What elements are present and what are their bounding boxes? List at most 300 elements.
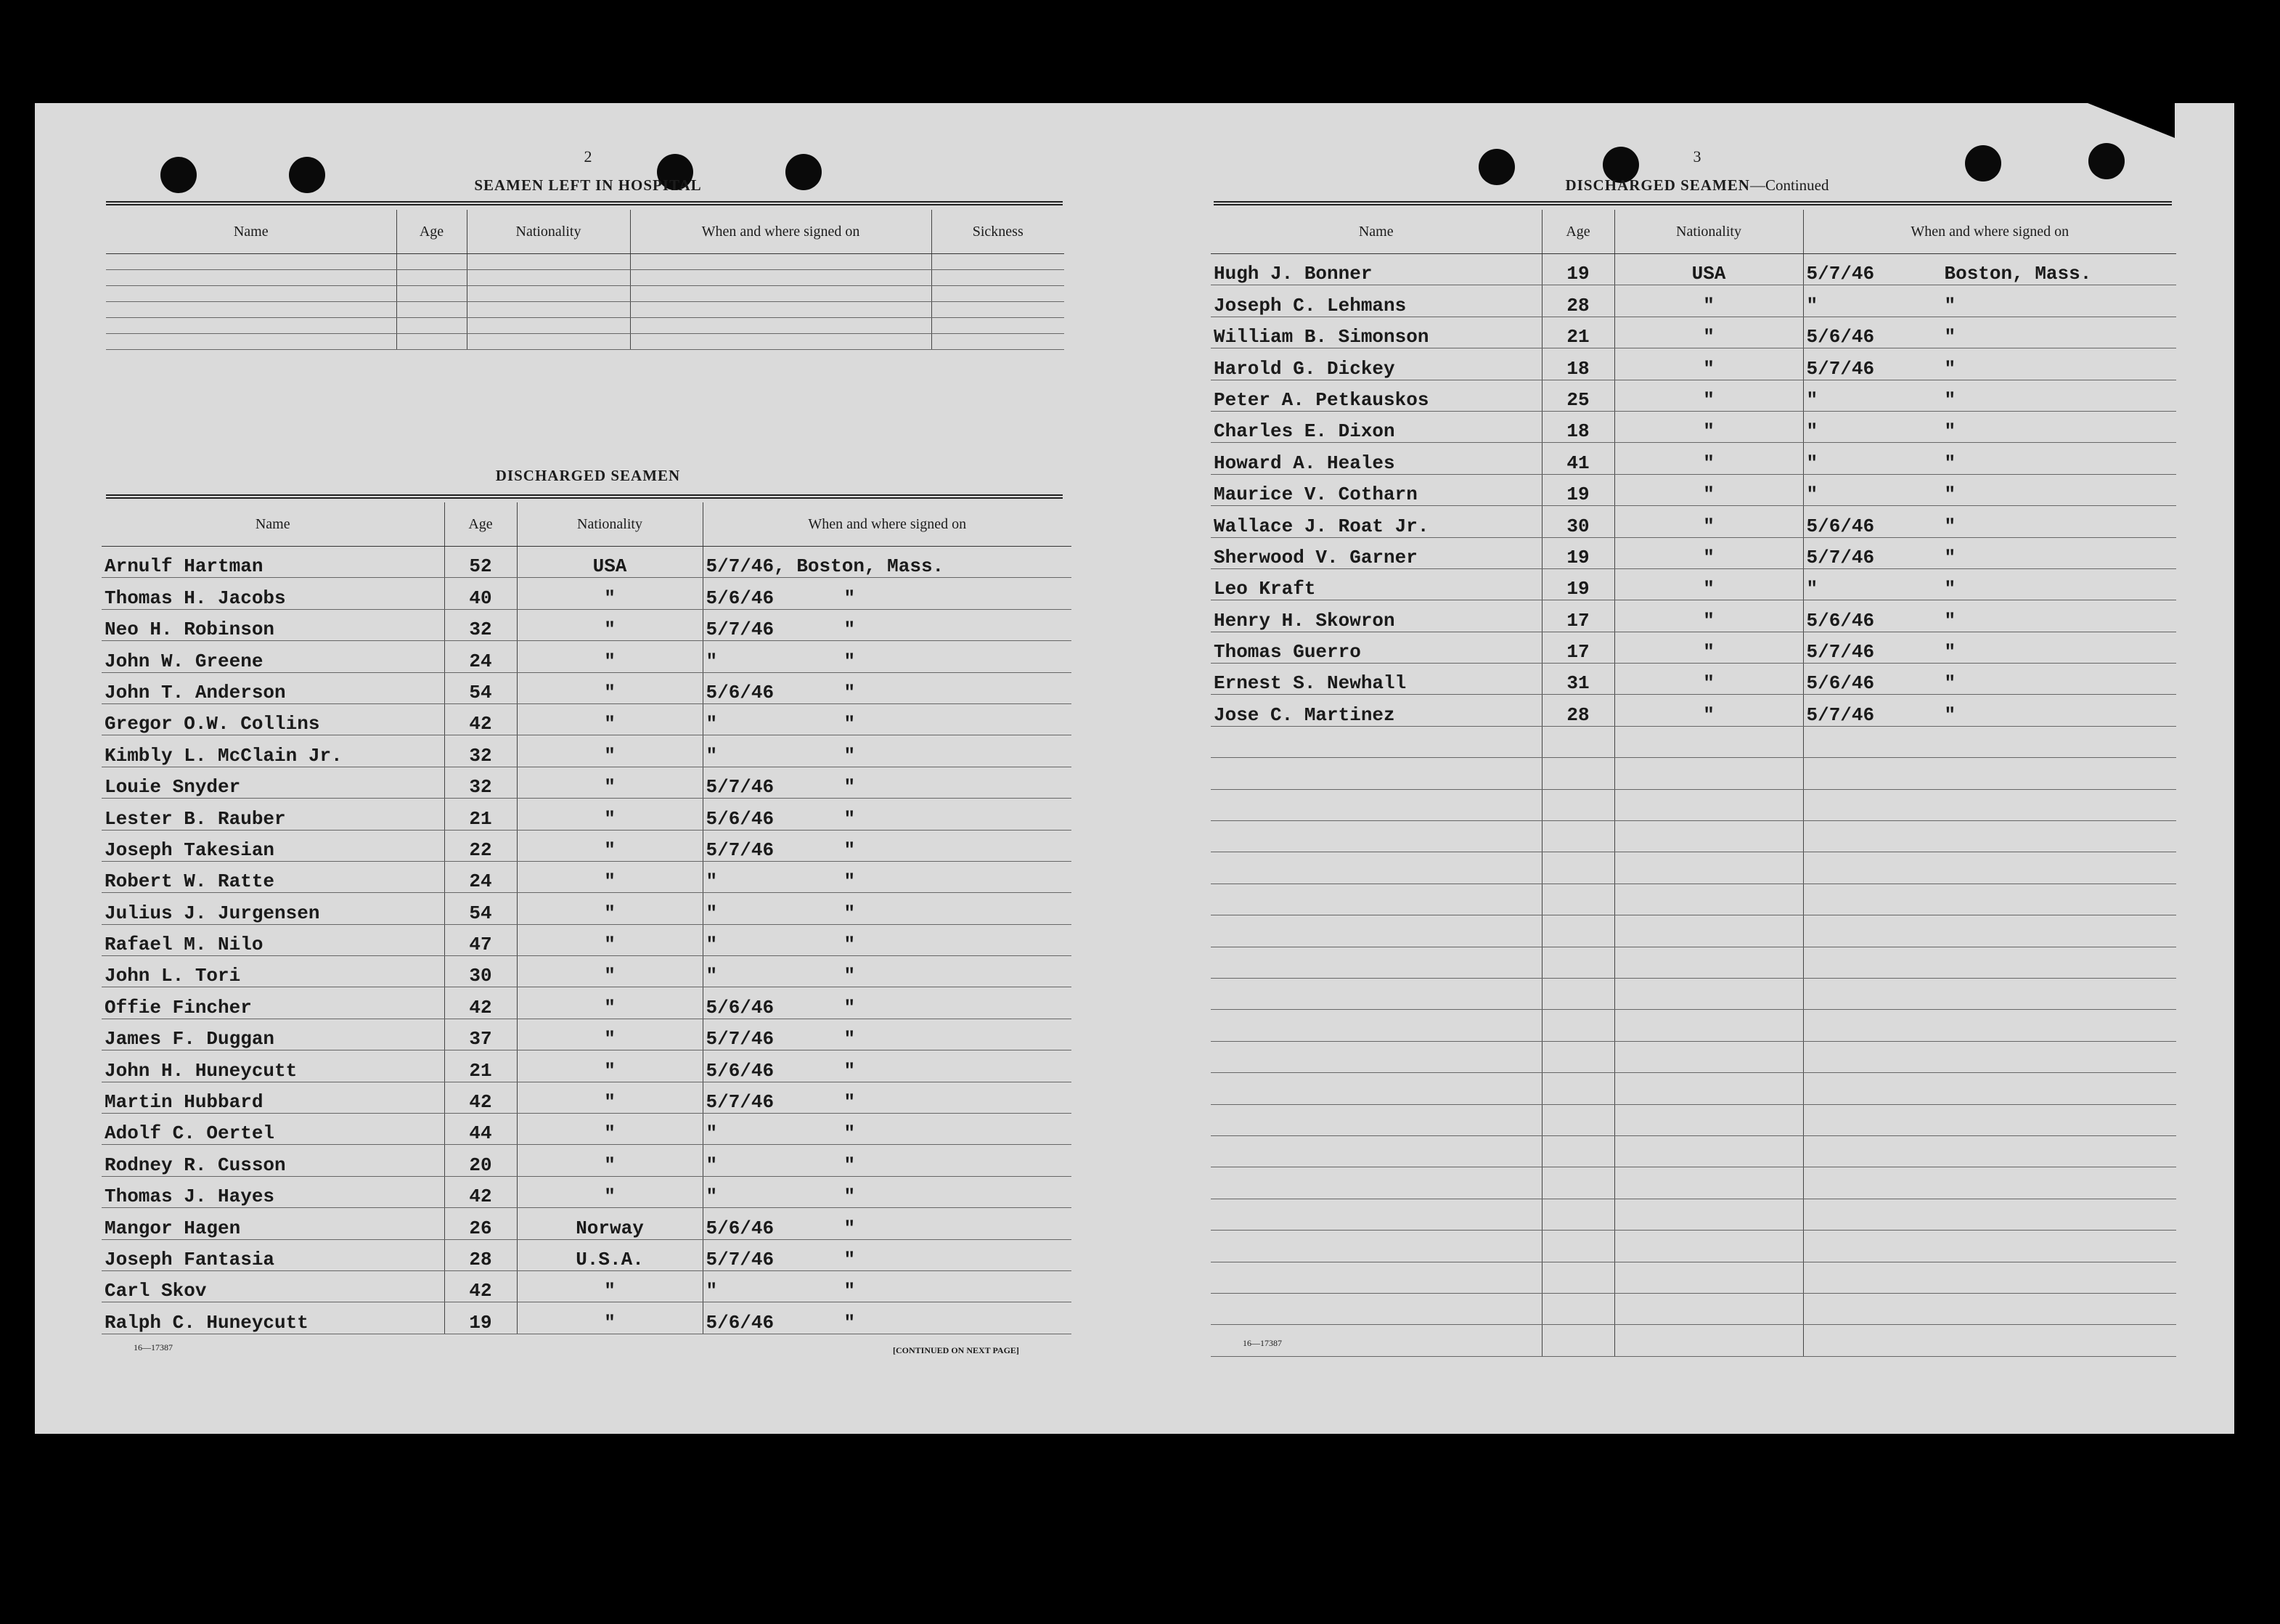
seaman-name-cell: Harold G. Dickey	[1211, 348, 1542, 380]
empty-cell	[1803, 1325, 2176, 1356]
seaman-name-cell: Howard A. Heales	[1211, 443, 1542, 474]
age-cell: 41	[1542, 443, 1614, 474]
col-header-name: Name	[102, 502, 444, 547]
seaman-name-cell: Jose C. Martinez	[1211, 695, 1542, 726]
signed-place: "	[1944, 515, 1956, 537]
seaman-name-cell: Neo H. Robinson	[102, 609, 444, 640]
signed-place: "	[1944, 641, 1956, 664]
empty-cell	[1614, 852, 1803, 884]
table-row	[102, 1019, 1071, 1050]
signed-date: 5/6/46	[1806, 326, 1875, 348]
empty-cell	[630, 302, 931, 318]
nationality-cell: "	[1614, 600, 1803, 632]
signed-place: "	[1944, 578, 1956, 600]
age-cell: 32	[444, 735, 517, 767]
signed-place: "	[843, 870, 856, 893]
seaman-name-cell: Joseph C. Lehmans	[1211, 285, 1542, 317]
empty-cell	[1614, 1262, 1803, 1293]
col-header-signed-on: When and where signed on	[703, 502, 1071, 547]
nationality-cell: "	[517, 609, 703, 640]
table-row	[106, 286, 1064, 302]
table-row	[102, 735, 1071, 767]
empty-cell	[396, 286, 467, 302]
empty-cell	[396, 254, 467, 270]
signed-date: 5/7/46	[706, 619, 775, 641]
signed-date: "	[706, 744, 718, 767]
signed-on-cell	[703, 767, 1071, 798]
seaman-name-cell: Peter A. Petkauskos	[1211, 380, 1542, 411]
empty-cell	[1614, 1073, 1803, 1104]
age-cell: 42	[444, 703, 517, 735]
signed-date: "	[706, 1122, 718, 1145]
empty-cell	[1803, 1167, 2176, 1199]
nationality-cell: "	[517, 578, 703, 609]
col-header-sickness: Sickness	[931, 210, 1064, 254]
signed-place: "	[843, 650, 856, 672]
table-row	[1211, 821, 2176, 852]
col-header-age: Age	[1542, 210, 1614, 254]
nationality-cell: USA	[517, 547, 703, 578]
empty-cell	[1803, 1010, 2176, 1041]
signed-place: "	[1944, 452, 1956, 474]
empty-cell	[1614, 1167, 1803, 1199]
empty-cell	[1614, 726, 1803, 757]
col-header-age: Age	[444, 502, 517, 547]
empty-cell	[1614, 1325, 1803, 1356]
seaman-name-cell: Thomas H. Jacobs	[102, 578, 444, 609]
signed-on-cell	[703, 799, 1071, 830]
age-cell: 25	[1542, 380, 1614, 411]
nationality-cell: "	[1614, 285, 1803, 317]
nationality-cell: "	[517, 1302, 703, 1334]
nationality-cell: "	[1614, 380, 1803, 411]
signed-on-cell	[703, 1302, 1071, 1334]
discharged-continued-table	[1211, 210, 2176, 1357]
signed-place: "	[843, 1248, 856, 1270]
empty-cell	[1803, 726, 2176, 757]
empty-cell	[106, 254, 396, 270]
empty-cell	[1211, 1135, 1542, 1167]
empty-cell	[1211, 978, 1542, 1009]
table-row	[102, 1145, 1071, 1176]
nationality-cell: "	[517, 1050, 703, 1082]
empty-cell	[1803, 915, 2176, 947]
empty-cell	[931, 334, 1064, 350]
empty-cell	[396, 302, 467, 318]
signed-place: "	[843, 902, 856, 924]
seaman-name-cell: Martin Hubbard	[102, 1082, 444, 1113]
empty-cell	[1803, 947, 2176, 978]
age-cell: 30	[444, 956, 517, 987]
empty-cell	[1211, 821, 1542, 852]
signed-on-cell	[703, 830, 1071, 861]
nationality-cell: "	[517, 703, 703, 735]
signed-on-cell	[1803, 695, 2176, 726]
age-cell: 19	[1542, 474, 1614, 505]
seaman-name-cell: Adolf C. Oertel	[102, 1114, 444, 1145]
signed-date: "	[1806, 420, 1818, 443]
signed-place: "	[843, 996, 856, 1019]
empty-cell	[1803, 1041, 2176, 1072]
signed-place: "	[1944, 294, 1956, 317]
signed-place: "	[1944, 483, 1956, 506]
signed-on-cell	[1803, 664, 2176, 695]
empty-cell	[106, 270, 396, 286]
signed-place: "	[843, 681, 856, 703]
empty-cell	[1614, 758, 1803, 789]
age-cell: 47	[444, 924, 517, 955]
table-row	[102, 1050, 1071, 1082]
table-row	[1211, 1231, 2176, 1262]
empty-cell	[1803, 1104, 2176, 1135]
signed-on-cell	[1803, 474, 2176, 505]
nationality-cell: "	[517, 735, 703, 767]
signed-date: "	[706, 650, 718, 672]
signed-date: 5/6/46	[706, 807, 775, 830]
signed-on-cell	[703, 1239, 1071, 1270]
age-cell: 21	[1542, 317, 1614, 348]
seaman-name-cell: John H. Huneycutt	[102, 1050, 444, 1082]
signed-place: "	[843, 1186, 856, 1208]
table-row	[102, 830, 1071, 861]
signed-place: "	[1944, 609, 1956, 632]
empty-cell	[1211, 1293, 1542, 1324]
table-row	[106, 254, 1064, 270]
empty-cell	[1542, 726, 1614, 757]
signed-on-cell	[703, 1050, 1071, 1082]
signed-on-cell	[703, 956, 1071, 987]
col-header-nationality: Nationality	[517, 502, 703, 547]
signed-date: "	[706, 1186, 718, 1208]
table-row	[102, 641, 1071, 672]
empty-cell	[1211, 1199, 1542, 1230]
seaman-name-cell: Gregor O.W. Collins	[102, 703, 444, 735]
empty-cell	[1614, 1041, 1803, 1072]
age-cell: 18	[1542, 348, 1614, 380]
empty-cell	[1614, 1135, 1803, 1167]
age-cell: 24	[444, 861, 517, 892]
signed-on-cell	[703, 703, 1071, 735]
age-cell: 19	[1542, 537, 1614, 568]
discharged-table	[102, 502, 1071, 1334]
signed-on-cell	[1803, 380, 2176, 411]
signed-on-cell	[703, 1082, 1071, 1113]
table-row	[1211, 726, 2176, 757]
empty-cell	[1542, 1041, 1614, 1072]
empty-cell	[1803, 821, 2176, 852]
table-row	[1211, 852, 2176, 884]
signed-place: "	[843, 1028, 856, 1050]
col-header-signed-on: When and where signed on	[1803, 210, 2176, 254]
signed-place: "	[843, 776, 856, 799]
table-row	[1211, 1293, 2176, 1324]
empty-cell	[1211, 789, 1542, 820]
section-title	[1211, 176, 2183, 195]
table-row	[102, 1239, 1071, 1270]
empty-cell	[467, 302, 630, 318]
signed-date: "	[706, 1154, 718, 1176]
signed-date: "	[706, 713, 718, 735]
nationality-cell: "	[517, 799, 703, 830]
table-row	[102, 547, 1071, 578]
continued-note: [CONTINUED ON NEXT PAGE]	[893, 1345, 1019, 1355]
table-row	[1211, 411, 2176, 442]
signed-place: "	[843, 934, 856, 956]
table-row	[106, 270, 1064, 286]
table-row	[102, 799, 1071, 830]
empty-cell	[1542, 978, 1614, 1009]
table-row	[102, 1176, 1071, 1207]
empty-cell	[106, 286, 396, 302]
signed-on-cell	[1803, 600, 2176, 632]
table-row	[1211, 506, 2176, 537]
empty-cell	[1211, 1231, 1542, 1262]
empty-cell	[630, 254, 931, 270]
empty-cell	[1542, 789, 1614, 820]
seaman-name-cell: Arnulf Hartman	[102, 547, 444, 578]
signed-date: 5/6/46	[1806, 672, 1875, 695]
table-row	[102, 609, 1071, 640]
signed-place: "	[1944, 420, 1956, 443]
hospital-table	[106, 210, 1064, 350]
seaman-name-cell: Carl Skov	[102, 1270, 444, 1302]
age-cell: 28	[1542, 695, 1614, 726]
nationality-cell: "	[517, 1145, 703, 1176]
col-header-signed-on: When and where signed on	[630, 210, 931, 254]
empty-cell	[1803, 1135, 2176, 1167]
nationality-cell: "	[1614, 664, 1803, 695]
empty-cell	[1542, 1135, 1614, 1167]
seaman-name-cell: Sherwood V. Garner	[1211, 537, 1542, 568]
seaman-name-cell: Maurice V. Cotharn	[1211, 474, 1542, 505]
table-row	[1211, 915, 2176, 947]
table-row	[106, 318, 1064, 334]
table-row	[1211, 1325, 2176, 1356]
table-row	[102, 703, 1071, 735]
empty-cell	[931, 286, 1064, 302]
nationality-cell: "	[517, 1270, 703, 1302]
empty-cell	[1542, 821, 1614, 852]
signed-place: "	[843, 1059, 856, 1082]
signed-on-cell	[1803, 506, 2176, 537]
age-cell: 24	[444, 641, 517, 672]
table-row	[102, 672, 1071, 703]
signed-on-cell	[703, 609, 1071, 640]
empty-cell	[106, 318, 396, 334]
empty-cell	[630, 270, 931, 286]
empty-cell	[1803, 1293, 2176, 1324]
empty-cell	[1211, 852, 1542, 884]
table-row	[1211, 1104, 2176, 1135]
signed-on-cell	[1803, 348, 2176, 380]
signed-date: 5/6/46	[1806, 515, 1875, 537]
nationality-cell: "	[517, 924, 703, 955]
table-row	[106, 302, 1064, 318]
col-header-nationality: Nationality	[467, 210, 630, 254]
empty-cell	[931, 254, 1064, 270]
age-cell: 28	[1542, 285, 1614, 317]
age-cell: 21	[444, 1050, 517, 1082]
signed-place: "	[843, 1217, 856, 1239]
signed-place: "	[1944, 703, 1956, 726]
seaman-name-cell: Mangor Hagen	[102, 1208, 444, 1239]
empty-cell	[630, 318, 931, 334]
signed-on-cell	[1803, 411, 2176, 442]
table-row	[102, 767, 1071, 798]
empty-cell	[1803, 852, 2176, 884]
signed-date: 5/7/46, Boston, Mass.	[706, 555, 944, 578]
signed-date: 5/6/46	[706, 996, 775, 1019]
signed-place: "	[843, 1091, 856, 1114]
double-rule	[1214, 201, 2172, 205]
form-number: 16—17387	[1243, 1338, 1282, 1348]
signed-on-cell	[703, 1176, 1071, 1207]
signed-date: 5/7/46	[1806, 641, 1875, 664]
table-row	[102, 578, 1071, 609]
signed-on-cell	[1803, 443, 2176, 474]
empty-cell	[467, 286, 630, 302]
signed-date: 5/7/46	[706, 838, 775, 861]
seaman-name-cell: John T. Anderson	[102, 672, 444, 703]
table-row	[1211, 474, 2176, 505]
empty-cell	[1614, 1293, 1803, 1324]
seaman-name-cell: Joseph Fantasia	[102, 1239, 444, 1270]
nationality-cell: "	[1614, 568, 1803, 600]
table-row	[1211, 632, 2176, 663]
signed-date: 5/7/46	[706, 1028, 775, 1050]
table-row	[1211, 947, 2176, 978]
right-page	[1211, 142, 2183, 1376]
empty-cell	[1614, 1231, 1803, 1262]
nationality-cell: "	[1614, 632, 1803, 663]
col-header-name: Name	[106, 210, 396, 254]
nationality-cell: Norway	[517, 1208, 703, 1239]
nationality-cell: "	[517, 987, 703, 1019]
seaman-name-cell: John L. Tori	[102, 956, 444, 987]
torn-corner	[2088, 103, 2175, 138]
nationality-cell: "	[1614, 443, 1803, 474]
empty-cell	[1542, 1167, 1614, 1199]
table-row	[1211, 1041, 2176, 1072]
empty-cell	[1211, 1073, 1542, 1104]
signed-place: "	[843, 1311, 856, 1334]
age-cell: 44	[444, 1114, 517, 1145]
empty-cell	[1614, 978, 1803, 1009]
signed-date: 5/7/46	[1806, 546, 1875, 568]
signed-date: "	[1806, 483, 1818, 506]
table-row	[1211, 978, 2176, 1009]
signed-on-cell	[703, 924, 1071, 955]
empty-cell	[1542, 1199, 1614, 1230]
signed-date: 5/7/46	[706, 1091, 775, 1114]
empty-cell	[1803, 1199, 2176, 1230]
empty-cell	[1614, 1199, 1803, 1230]
title-text: DISCHARGED SEAMEN	[1565, 176, 1750, 194]
empty-cell	[106, 334, 396, 350]
nationality-cell: "	[517, 830, 703, 861]
seaman-name-cell: Ralph C. Huneycutt	[102, 1302, 444, 1334]
signed-date: 5/6/46	[706, 1059, 775, 1082]
empty-cell	[1614, 789, 1803, 820]
table-row	[102, 1270, 1071, 1302]
age-cell: 19	[1542, 568, 1614, 600]
signed-on-cell	[703, 1019, 1071, 1050]
empty-cell	[931, 270, 1064, 286]
age-cell: 30	[1542, 506, 1614, 537]
page-number: 3	[1693, 147, 1701, 166]
col-header-name: Name	[1211, 210, 1542, 254]
seaman-name-cell: John W. Greene	[102, 641, 444, 672]
signed-date: 5/6/46	[706, 681, 775, 703]
age-cell: 42	[444, 1176, 517, 1207]
seaman-name-cell: Joseph Takesian	[102, 830, 444, 861]
empty-cell	[630, 334, 931, 350]
empty-cell	[1211, 915, 1542, 947]
empty-cell	[1542, 758, 1614, 789]
signed-date: 5/7/46	[1806, 357, 1875, 380]
seaman-name-cell: Leo Kraft	[1211, 568, 1542, 600]
signed-date: "	[706, 902, 718, 924]
nationality-cell: "	[517, 956, 703, 987]
age-cell: 42	[444, 1270, 517, 1302]
nationality-cell: "	[1614, 317, 1803, 348]
signed-date: "	[706, 965, 718, 987]
signed-date: 5/6/46	[706, 1311, 775, 1334]
table-row	[106, 334, 1064, 350]
table-row	[1211, 600, 2176, 632]
signed-on-cell	[1803, 568, 2176, 600]
empty-cell	[396, 334, 467, 350]
signed-place: "	[843, 1122, 856, 1145]
table-row	[1211, 568, 2176, 600]
table-row	[1211, 317, 2176, 348]
empty-cell	[396, 270, 467, 286]
page-number: 2	[584, 147, 592, 166]
empty-cell	[1803, 978, 2176, 1009]
table-row	[102, 924, 1071, 955]
signed-on-cell	[703, 1145, 1071, 1176]
table-row	[102, 987, 1071, 1019]
empty-cell	[931, 302, 1064, 318]
empty-cell	[1542, 884, 1614, 915]
table-row	[1211, 380, 2176, 411]
table-row	[1211, 884, 2176, 915]
seaman-name-cell: James F. Duggan	[102, 1019, 444, 1050]
discharged-section-title: DISCHARGED SEAMEN	[495, 467, 681, 484]
empty-cell	[396, 318, 467, 334]
signed-place: "	[1944, 326, 1956, 348]
table-row	[1211, 1135, 2176, 1167]
signed-date: 5/7/46	[706, 776, 775, 799]
table-row	[102, 956, 1071, 987]
table-row	[1211, 348, 2176, 380]
signed-on-cell	[703, 861, 1071, 892]
signed-place: "	[843, 587, 856, 609]
col-header-age: Age	[396, 210, 467, 254]
empty-cell	[1542, 1010, 1614, 1041]
age-cell: 31	[1542, 664, 1614, 695]
table-row	[102, 861, 1071, 892]
empty-cell	[1803, 1231, 2176, 1262]
signed-place: "	[1944, 672, 1956, 695]
table-row	[1211, 664, 2176, 695]
table-row	[102, 893, 1071, 924]
signed-on-cell	[1803, 317, 2176, 348]
signed-place: "	[1944, 546, 1956, 568]
signed-on-cell	[703, 672, 1071, 703]
double-rule	[106, 494, 1063, 499]
seaman-name-cell: Rafael M. Nilo	[102, 924, 444, 955]
